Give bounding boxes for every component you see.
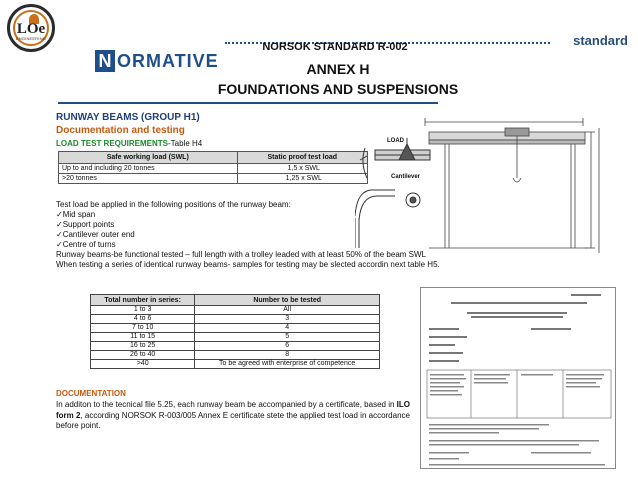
table-cell: To be agreed with enterprise of competence <box>195 360 380 369</box>
list-item: ✓Centre of turns <box>56 240 116 249</box>
table-cell: >20 tonnes <box>59 174 238 184</box>
load-req-label: LOAD TEST REQUIREMENTS <box>56 139 169 148</box>
table-cell: All <box>195 306 380 315</box>
normative-initial: N <box>95 50 115 72</box>
table-cell: 3 <box>195 315 380 324</box>
table-cell: 4 <box>195 324 380 333</box>
title-rule <box>58 102 438 104</box>
table-row <box>59 174 368 184</box>
list-item: ✓Mid span <box>56 210 96 219</box>
table-cell: Up to and including 20 tonnes <box>59 164 238 174</box>
table-cell: 1,25 x SWL <box>237 174 367 184</box>
table-cell: 16 to 25 <box>91 342 195 351</box>
load-req-ref: -Table H4 <box>168 139 203 148</box>
page-title: FOUNDATIONS AND SUSPENSIONS <box>217 81 459 97</box>
table-cell: >40 <box>91 360 195 369</box>
table-header-row <box>91 295 380 306</box>
table-header: Safe working load (SWL) <box>59 152 238 164</box>
table-row <box>91 351 380 360</box>
section-title: RUNWAY BEAMS (GROUP H1) <box>56 112 200 123</box>
runway-beam-drawing <box>355 108 610 258</box>
table-header: Static proof test load <box>237 152 367 164</box>
table-cell: 8 <box>195 351 380 360</box>
company-logo <box>7 4 55 52</box>
table-row <box>59 164 368 174</box>
swl-table <box>58 151 368 184</box>
documentation-title: DOCUMENTATION <box>56 389 126 398</box>
standard-title: NORSOK STANDARD R-002 <box>262 41 408 53</box>
table-header: Number to be tested <box>195 295 380 306</box>
table-cell: 7 to 10 <box>91 324 195 333</box>
functional-test-line: Runway beams-be functional tested – full length with a trolley leaded with at least 50% of the beam SWL <box>56 250 426 259</box>
table-cell: 5 <box>195 333 380 342</box>
table-cell: 26 to 40 <box>91 351 195 360</box>
documentation-text <box>56 400 426 432</box>
table-row <box>91 306 380 315</box>
table-row <box>91 342 380 351</box>
ilo-form-2-certificate <box>420 287 616 469</box>
load-label: LOAD <box>387 138 404 144</box>
series-table <box>90 294 380 369</box>
table-header: Total number in series: <box>91 295 195 306</box>
table-row <box>91 324 380 333</box>
table-row <box>91 360 380 369</box>
documentation-text-b: , according NORSOK R-003/005 Annex E certificate stete the applied test load in accordance before point. <box>56 410 410 430</box>
table-row <box>91 333 380 342</box>
normative-logo <box>95 50 219 72</box>
cantilever-sketch <box>355 138 430 248</box>
series-test-line: When testing a series of identical runway beams- samples for testing may be slected accordin next table H5. <box>56 260 440 269</box>
normative-word: ORMATIVE <box>117 50 219 71</box>
crane-elevation <box>425 118 599 253</box>
table-cell: 11 to 15 <box>91 333 195 342</box>
list-item: ✓Support points <box>56 220 115 229</box>
positions-intro: Test load be applied in the following positions of the runway beam: <box>56 200 291 209</box>
section-subtitle: Documentation and testing <box>56 125 185 136</box>
logo-subtext: ENGINEERING <box>15 35 47 41</box>
documentation-text-a: In additon to the tecnical file 5.25, each runway beam be accompanied by a certificate, based in <box>56 400 397 409</box>
table-cell: 1,5 x SWL <box>237 164 367 174</box>
table-row <box>91 315 380 324</box>
table-cell: 4 to 6 <box>91 315 195 324</box>
table-cell: 6 <box>195 342 380 351</box>
certificate-form-sketch <box>421 288 617 470</box>
list-item: ✓Cantilever outer end <box>56 230 135 239</box>
logo-text: LOe <box>16 20 46 37</box>
cantilever-label: Cantilever <box>391 174 421 180</box>
brand-label: standard <box>573 33 628 48</box>
load-test-requirements <box>56 139 202 148</box>
ilo-form-label: ILO form 2 <box>56 400 410 420</box>
annex-title: ANNEX H <box>306 61 370 77</box>
table-cell: 1 to 3 <box>91 306 195 315</box>
table-header-row <box>59 152 368 164</box>
